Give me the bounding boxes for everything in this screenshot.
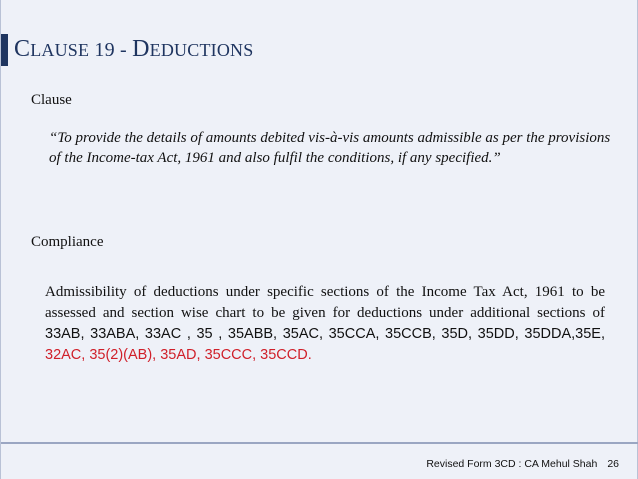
title-word-deductions: EDUCTIONS	[149, 40, 254, 60]
page-number: 26	[607, 458, 619, 470]
compliance-text	[45, 282, 605, 366]
clause-label: Clause	[31, 92, 72, 108]
title-initial-d: D	[132, 36, 150, 62]
title-word-clause: LAUSE	[30, 40, 90, 60]
slide-title	[14, 36, 253, 63]
title-initial-c: C	[14, 36, 31, 62]
compliance-intro: Admissibility of deductions under specific sections of the Income Tax Act, 1961 to be assessed and section wise chart to be given for deductions under additional sections of	[45, 284, 605, 321]
footer-text: Revised Form 3CD : CA Mehul Shah	[426, 458, 598, 470]
title-number: 19 -	[89, 39, 133, 61]
compliance-label: Compliance	[31, 234, 104, 250]
compliance-sections: 33AB, 33ABA, 33AC , 35 , 35ABB, 35AC, 35CCA, 35CCB, 35D, 35DD, 35DDA,35E,	[45, 326, 605, 342]
footer-divider	[1, 442, 638, 444]
title-accent-bar	[1, 34, 8, 66]
clause-quote: “To provide the details of amounts debited vis-à-vis amounts admissible as per the provisions of the Income-tax Act, 1961 and also fulfil the conditions, if any specified.”	[49, 130, 611, 166]
compliance-new-sections: 32AC, 35(2)(AB), 35AD, 35CCC, 35CCD.	[45, 347, 312, 363]
footer	[426, 458, 619, 470]
